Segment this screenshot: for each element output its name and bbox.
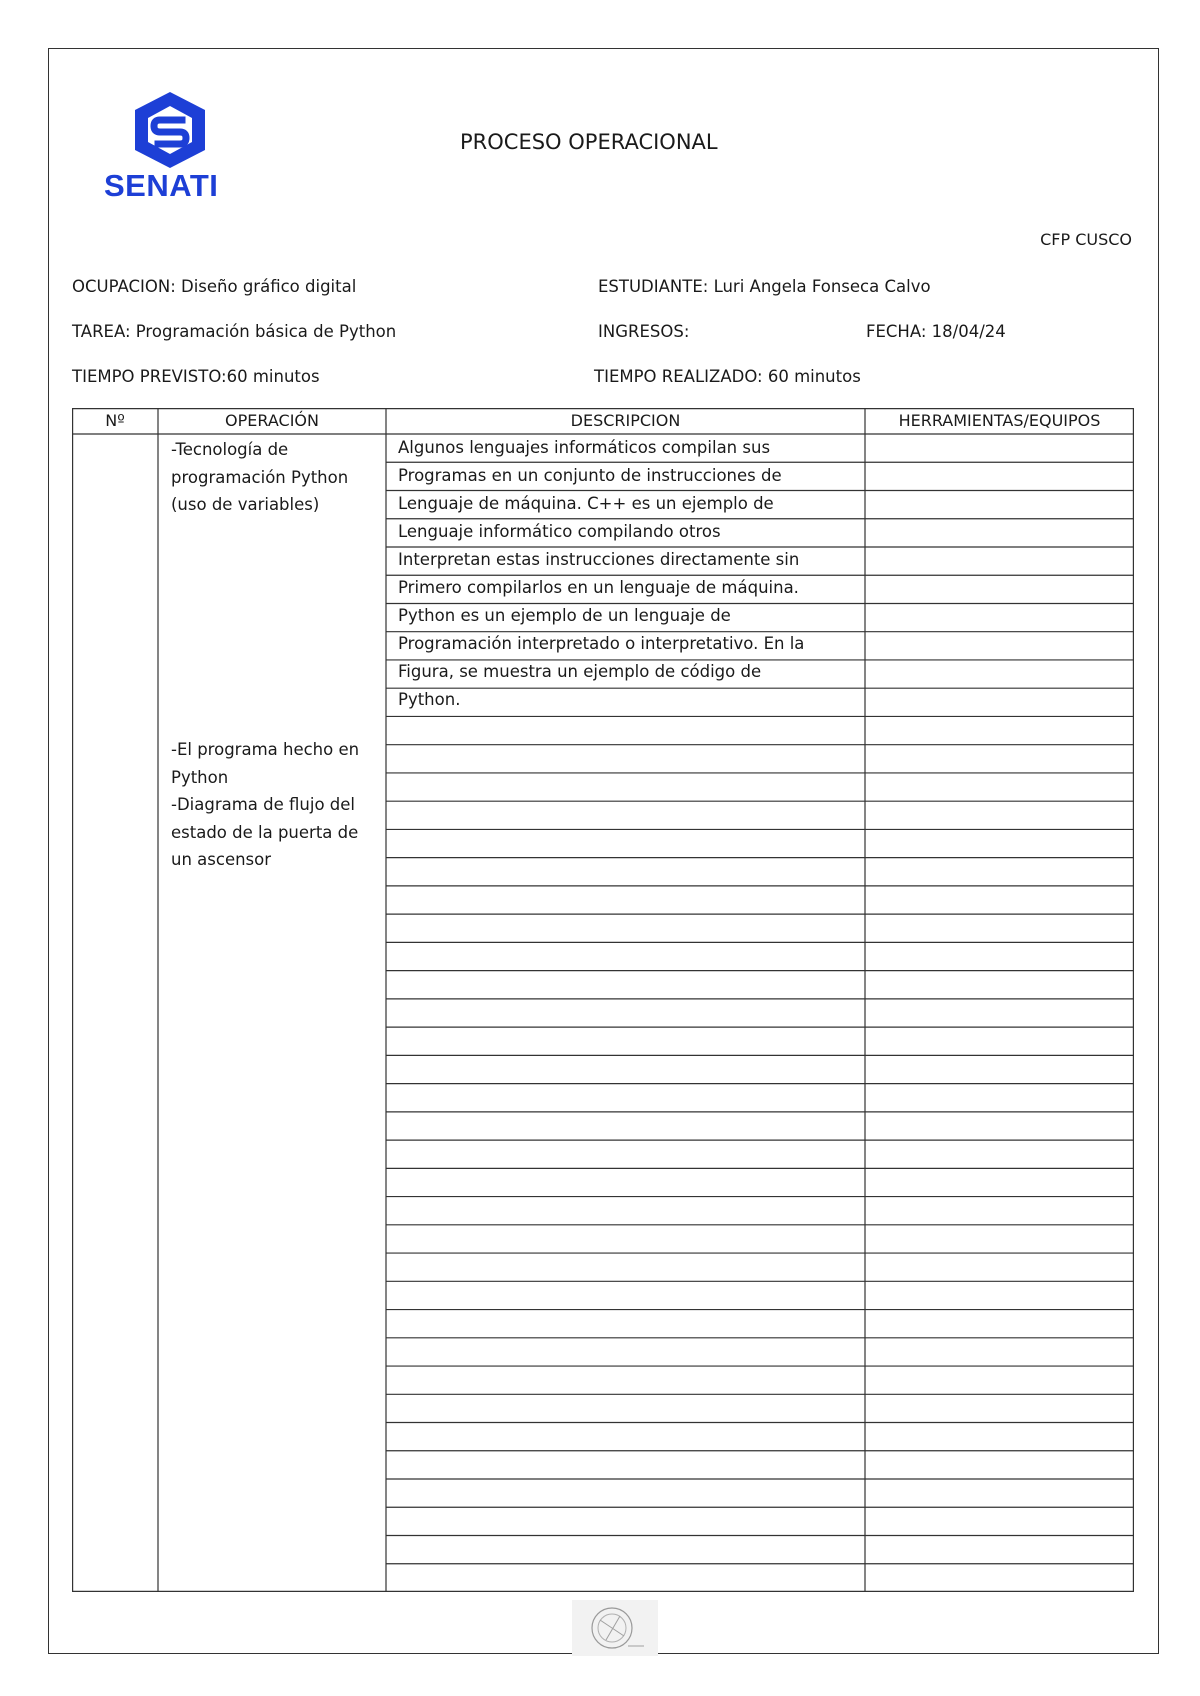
field-ingresos: INGRESOS: bbox=[598, 322, 690, 341]
field-tiempo-previsto: TIEMPO PREVISTO:60 minutos bbox=[72, 367, 320, 386]
header-operacion: OPERACIÓN bbox=[225, 411, 319, 430]
description-line: Figura, se muestra un ejemplo de código de bbox=[398, 662, 762, 681]
center-label: CFP CUSCO bbox=[1040, 230, 1132, 249]
operation-line: (uso de variables) bbox=[171, 495, 320, 514]
operations-table bbox=[72, 408, 1134, 1592]
operation-line: estado de la puerta de bbox=[171, 822, 359, 842]
description-line: Programas en un conjunto de instrucciones de bbox=[398, 466, 782, 485]
seal-stamp-icon bbox=[572, 1600, 658, 1656]
description-line: Algunos lenguajes informáticos compilan sus bbox=[398, 438, 771, 457]
operation-cell-2 bbox=[171, 736, 381, 874]
operation-line: -El programa hecho en bbox=[171, 740, 360, 759]
operation-cell-1 bbox=[171, 436, 381, 519]
header-numero: Nº bbox=[105, 411, 125, 430]
document-title: PROCESO OPERACIONAL bbox=[460, 130, 718, 154]
description-line: Interpretan estas instrucciones directamente sin bbox=[398, 550, 800, 569]
field-estudiante: ESTUDIANTE: Luri Angela Fonseca Calvo bbox=[598, 277, 931, 296]
operation-line: programación Python bbox=[171, 467, 349, 487]
description-line: Python es un ejemplo de un lenguaje de bbox=[398, 606, 731, 625]
field-tarea: TAREA: Programación básica de Python bbox=[72, 322, 397, 341]
description-line: Lenguaje de máquina. C++ es un ejemplo de bbox=[398, 494, 774, 513]
logo-wordmark: SENATI bbox=[104, 168, 219, 203]
operation-line: -Diagrama de flujo del bbox=[171, 795, 356, 814]
operation-line: Python bbox=[171, 767, 229, 787]
header-descripcion: DESCRIPCION bbox=[570, 411, 681, 430]
operation-line: un ascensor bbox=[171, 850, 272, 869]
field-ocupacion: OCUPACION: Diseño gráfico digital bbox=[72, 277, 357, 296]
field-fecha: FECHA: 18/04/24 bbox=[866, 322, 1006, 341]
description-line: Programación interpretado o interpretativo. En la bbox=[398, 634, 805, 653]
operation-line: -Tecnología de bbox=[171, 440, 289, 459]
description-line: Python. bbox=[398, 690, 461, 709]
header-herramientas: HERRAMIENTAS/EQUIPOS bbox=[898, 411, 1101, 430]
description-line: Primero compilarlos en un lenguaje de máquina. bbox=[398, 578, 799, 597]
description-line: Lenguaje informático compilando otros bbox=[398, 522, 721, 541]
field-tiempo-realizado: TIEMPO REALIZADO: 60 minutos bbox=[594, 367, 861, 386]
